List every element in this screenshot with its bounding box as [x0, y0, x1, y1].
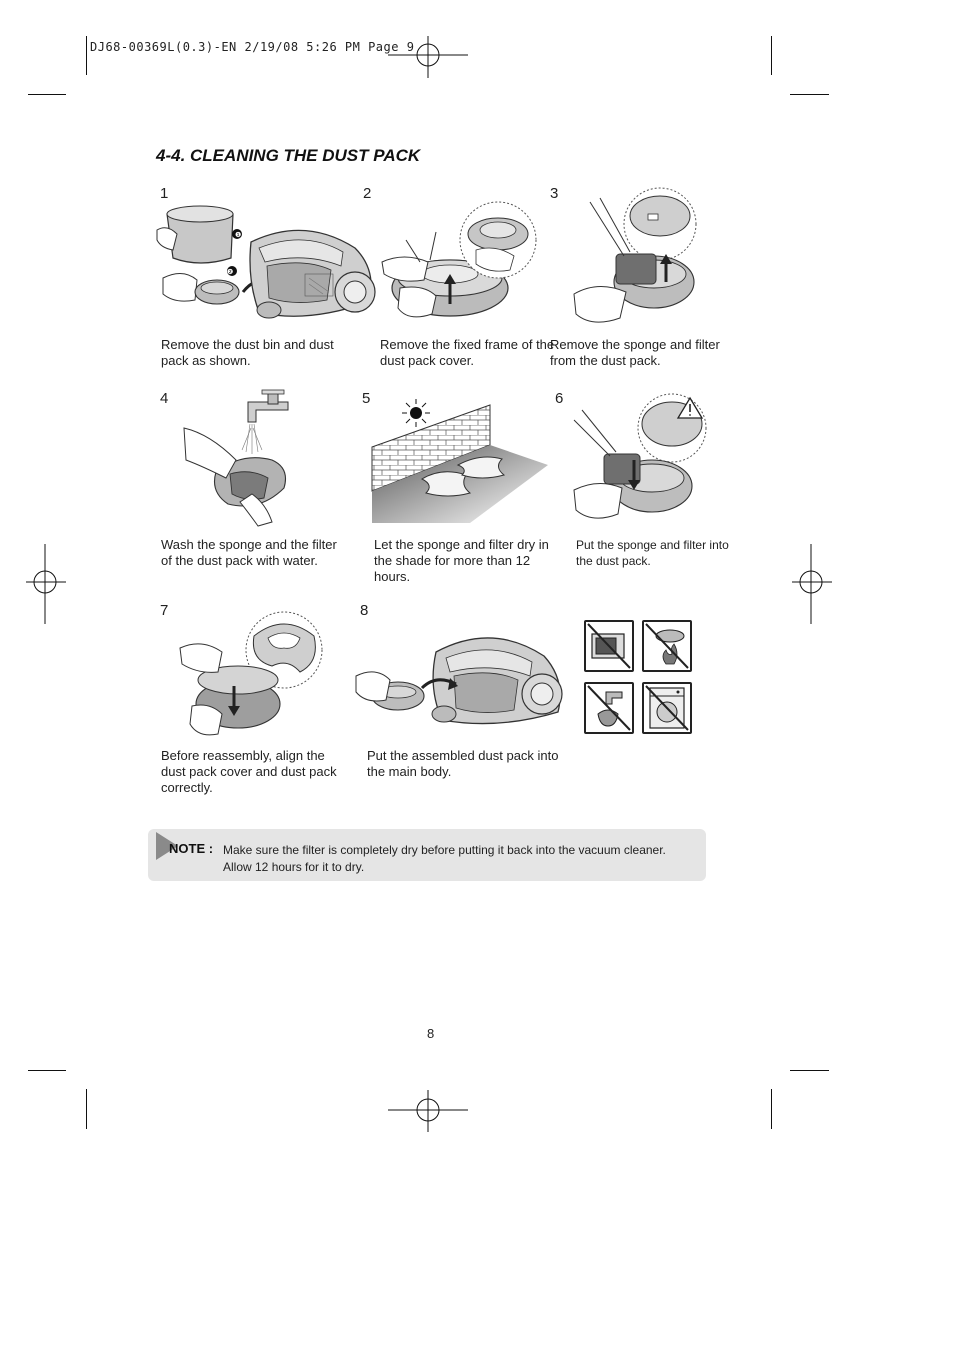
- step-number: 2: [363, 185, 372, 202]
- page-number: 8: [427, 1026, 435, 1041]
- registration-mark-left: [24, 544, 68, 624]
- step-7-illustration: [178, 606, 323, 744]
- marker-two: ❷: [227, 269, 234, 276]
- registration-mark-bottom: [388, 1088, 468, 1134]
- step-caption: Remove the sponge and filter from the dust pack.: [550, 337, 720, 368]
- marker-one: ❶: [235, 232, 242, 239]
- note-text: Make sure the filter is completely dry before putting it back into the vacuum cleaner. Allow 12 hours for it to dry.: [223, 843, 666, 874]
- step-caption: Put the assembled dust pack into the main body.: [367, 748, 559, 779]
- step-caption: Wash the sponge and the filter of the dust pack with water.: [161, 537, 337, 568]
- step-8-illustration: [352, 618, 568, 730]
- section-title: 4-4. CLEANING THE DUST PACK: [156, 146, 421, 165]
- step-number: 5: [362, 390, 371, 407]
- no-fire-icon: [642, 620, 692, 672]
- step-number: 7: [160, 602, 169, 619]
- sun-icon: [410, 407, 422, 419]
- step-number: 1: [160, 185, 169, 202]
- note-label: NOTE :: [169, 841, 214, 856]
- registration-mark-right: [790, 544, 834, 624]
- step-caption: Put the sponge and filter into the dust pack.: [576, 538, 729, 568]
- no-microwave-icon: [584, 620, 634, 672]
- step-2-illustration: [380, 200, 540, 330]
- step-number: 8: [360, 602, 369, 619]
- step-6-illustration: [570, 390, 710, 532]
- registration-mark-top: [388, 34, 468, 80]
- step-number: 3: [550, 185, 559, 202]
- step-3-illustration: [568, 186, 708, 334]
- step-caption: Before reassembly, align the dust pack cover and dust pack correctly.: [161, 748, 337, 795]
- step-4-illustration: [180, 388, 310, 528]
- step-number: 6: [555, 390, 564, 407]
- step-caption: Let the sponge and filter dry in the shade for more than 12 hours.: [374, 537, 549, 584]
- step-5-illustration: [370, 395, 548, 525]
- print-header: DJ68-00369L(0.3)-EN 2/19/08 5:26 PM Page 9: [90, 40, 415, 54]
- step-caption: Remove the dust bin and dust pack as shown.: [161, 337, 334, 368]
- step-number: 4: [160, 390, 169, 407]
- step-caption: Remove the fixed frame of the dust pack cover.: [380, 337, 555, 368]
- no-dryer-icon: [584, 682, 634, 734]
- no-washing-machine-icon: [642, 682, 692, 734]
- step-1-illustration: [155, 200, 377, 330]
